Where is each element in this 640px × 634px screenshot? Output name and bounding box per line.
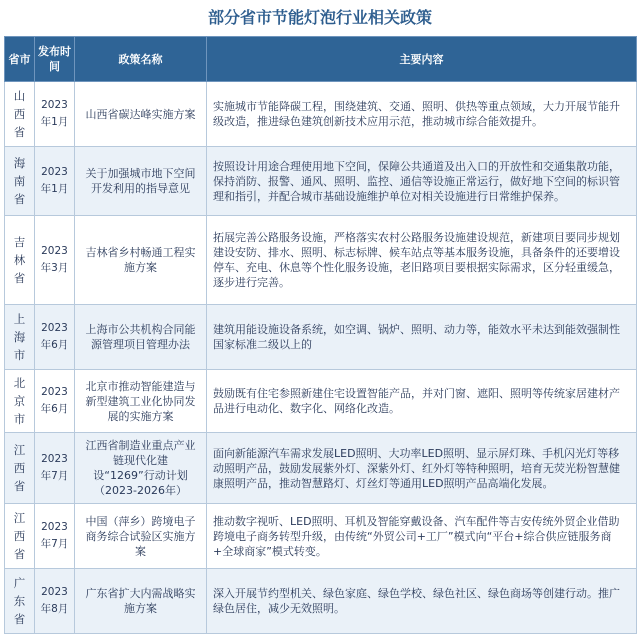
row-province: 山西省 [5, 82, 35, 147]
table-row [5, 433, 637, 504]
row-content: 推动数字视听、LED照明、耳机及智能穿戴设备、汽车配件等吉安传统外贸企业借助跨境电子商务转型升级，由传统“外贸公司+工厂”模式向“平台+综合供应链服务商+全球商家”模式转变。 [207, 504, 637, 569]
row-province: 江西省 [5, 504, 35, 569]
row-policy-name: 关于加强城市地下空间开发利用的指导意见 [75, 147, 207, 216]
row-date: 2023年1月 [35, 147, 75, 216]
table-row [5, 504, 637, 569]
table-row [5, 147, 637, 216]
header-date: 发布时间 [35, 37, 75, 82]
row-province: 广东省 [5, 569, 35, 634]
row-date: 2023年1月 [35, 82, 75, 147]
row-content: 按照设计用途合理使用地下空间，保障公共通道及出入口的开放性和交通集散功能，保持消防、报警、通风、照明、监控、通信等设施正常运行，做好地下空间的标识管理和指引，并配合城市基础设施维护单位对相关设施进行日常维护保养。 [207, 147, 637, 216]
header-content: 主要内容 [207, 37, 637, 82]
row-date: 2023年7月 [35, 504, 75, 569]
row-content: 面向新能源汽车需求发展LED照明、大功率LED照明、显示屏灯珠、手机闪光灯等移动照明产品，鼓励发展紫外灯、深紫外灯、红外灯等特种照明，培育无荧光粉智慧健康照明产品，推动智慧路灯、灯丝灯等通用LED照明产品高端化发展。 [207, 433, 637, 504]
row-date: 2023年6月 [35, 370, 75, 433]
row-content: 实施城市节能降碳工程，围绕建筑、交通、照明、供热等重点领域，大力开展节能升级改造，推进绿色建筑创新技术应用示范，推动城市综合能效提升。 [207, 82, 637, 147]
table-row [5, 569, 637, 634]
row-content: 拓展完善公路服务设施，严格落实农村公路服务设施建设规范，新建项目要同步规划建设安防、排水、照明、标志标牌、候车站点等基本服务设施，具备条件的还要增设停车、充电、休息等个性化服务设施，老旧路项目要根据实际需求，区分轻重缓急，逐步进行完善。 [207, 216, 637, 305]
table-row [5, 370, 637, 433]
table-header-row [5, 37, 637, 82]
row-date: 2023年6月 [35, 305, 75, 370]
row-province: 海南省 [5, 147, 35, 216]
row-policy-name: 山西省碳达峰实施方案 [75, 82, 207, 147]
row-policy-name: 广东省扩大内需战略实施方案 [75, 569, 207, 634]
row-province: 上海市 [5, 305, 35, 370]
row-content: 鼓励既有住宅参照新建住宅设置智能产品，并对门窗、遮阳、照明等传统家居建材产品进行电动化、数字化、网络化改造。 [207, 370, 637, 433]
row-policy-name: 上海市公共机构合同能源管理项目管理办法 [75, 305, 207, 370]
row-date: 2023年3月 [35, 216, 75, 305]
policy-table [4, 36, 637, 634]
row-content: 深入开展节约型机关、绿色家庭、绿色学校、绿色社区、绿色商场等创建行动。推广绿色居住，减少无效照明。 [207, 569, 637, 634]
page-title: 部分省市节能灯泡行业相关政策 [207, 8, 432, 27]
row-date: 2023年7月 [35, 433, 75, 504]
row-policy-name: 北京市推动智能建造与新型建筑工业化协同发展的实施方案 [75, 370, 207, 433]
table-row [5, 305, 637, 370]
row-province: 江西省 [5, 433, 35, 504]
row-policy-name: 中国（萍乡）跨境电子商务综合试验区实施方案 [75, 504, 207, 569]
row-policy-name: 吉林省乡村畅通工程实施方案 [75, 216, 207, 305]
row-province: 北京市 [5, 370, 35, 433]
row-date: 2023年8月 [35, 569, 75, 634]
row-policy-name: 江西省制造业重点产业链现代化建设“1269”行动计划（2023-2026年） [75, 433, 207, 504]
row-province: 吉林省 [5, 216, 35, 305]
row-content: 建筑用能设施设备系统，如空调、锅炉、照明、动力等，能效水平未达到能效强制性国家标准二级以上的 [207, 305, 637, 370]
header-policy: 政策名称 [75, 37, 207, 82]
header-province: 省市 [5, 37, 35, 82]
table-row [5, 82, 637, 147]
table-row [5, 216, 637, 305]
